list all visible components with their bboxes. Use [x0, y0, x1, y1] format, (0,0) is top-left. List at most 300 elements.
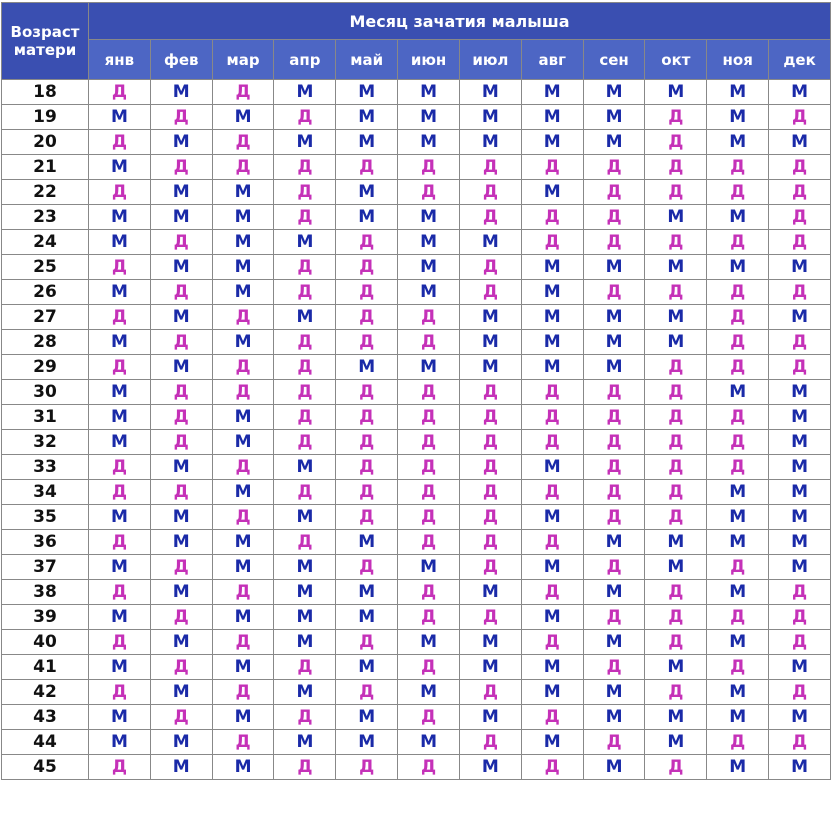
month-header-row [2, 40, 831, 80]
girl-cell: Д [459, 155, 521, 180]
boy-cell: М [274, 605, 336, 630]
girl-cell: Д [274, 530, 336, 555]
boy-cell: М [212, 480, 274, 505]
girl-cell: Д [521, 580, 583, 605]
girl-cell: Д [583, 230, 645, 255]
girl-cell: Д [89, 305, 151, 330]
boy-cell: М [274, 455, 336, 480]
boy-cell: М [89, 380, 151, 405]
boy-cell: М [769, 455, 831, 480]
month-header: авг [521, 40, 583, 80]
boy-cell: М [583, 680, 645, 705]
boy-cell: М [769, 255, 831, 280]
mother-age-cell: 19 [2, 105, 89, 130]
boy-cell: М [150, 680, 212, 705]
table-row [2, 555, 831, 580]
girl-cell: Д [521, 155, 583, 180]
boy-cell: М [459, 105, 521, 130]
boy-cell: М [150, 205, 212, 230]
girl-cell: Д [274, 180, 336, 205]
boy-cell: М [398, 80, 460, 105]
girl-cell: Д [707, 180, 769, 205]
boy-cell: М [769, 430, 831, 455]
girl-cell: Д [89, 680, 151, 705]
boy-cell: М [336, 105, 398, 130]
girl-cell: Д [150, 330, 212, 355]
girl-cell: Д [336, 380, 398, 405]
boy-cell: М [583, 105, 645, 130]
boy-cell: М [521, 255, 583, 280]
girl-cell: Д [89, 130, 151, 155]
mother-age-cell: 28 [2, 330, 89, 355]
boy-cell: М [521, 505, 583, 530]
boy-cell: М [274, 680, 336, 705]
boy-cell: М [336, 530, 398, 555]
girl-cell: Д [212, 80, 274, 105]
girl-cell: Д [459, 380, 521, 405]
boy-cell: М [336, 655, 398, 680]
boy-cell: М [645, 80, 707, 105]
girl-cell: Д [89, 580, 151, 605]
girl-cell: Д [645, 455, 707, 480]
girl-cell: Д [336, 680, 398, 705]
boy-cell: М [212, 330, 274, 355]
girl-cell: Д [707, 405, 769, 430]
table-row [2, 155, 831, 180]
girl-cell: Д [274, 405, 336, 430]
month-header: янв [89, 40, 151, 80]
month-header: апр [274, 40, 336, 80]
boy-cell: М [212, 180, 274, 205]
girl-cell: Д [336, 480, 398, 505]
boy-cell: М [89, 330, 151, 355]
table-body [2, 80, 831, 780]
girl-cell: Д [336, 230, 398, 255]
girl-cell: Д [212, 130, 274, 155]
boy-cell: М [150, 730, 212, 755]
boy-cell: М [583, 305, 645, 330]
boy-cell: М [521, 730, 583, 755]
boy-cell: М [459, 230, 521, 255]
boy-cell: М [212, 705, 274, 730]
boy-cell: М [274, 730, 336, 755]
mother-age-cell: 42 [2, 680, 89, 705]
boy-cell: М [89, 155, 151, 180]
girl-cell: Д [398, 180, 460, 205]
boy-cell: М [89, 505, 151, 530]
boy-cell: М [89, 730, 151, 755]
boy-cell: М [150, 80, 212, 105]
month-header: фев [150, 40, 212, 80]
mother-age-cell: 30 [2, 380, 89, 405]
girl-cell: Д [459, 605, 521, 630]
girl-cell: Д [769, 230, 831, 255]
boy-cell: М [645, 655, 707, 680]
girl-cell: Д [769, 330, 831, 355]
table-row [2, 305, 831, 330]
girl-cell: Д [769, 605, 831, 630]
girl-cell: Д [769, 680, 831, 705]
girl-cell: Д [769, 205, 831, 230]
boy-cell: М [769, 380, 831, 405]
boy-cell: М [583, 80, 645, 105]
boy-cell: М [89, 105, 151, 130]
girl-cell: Д [212, 505, 274, 530]
boy-cell: М [336, 605, 398, 630]
girl-cell: Д [150, 405, 212, 430]
boy-cell: М [89, 705, 151, 730]
girl-cell: Д [645, 230, 707, 255]
boy-cell: М [398, 255, 460, 280]
girl-cell: Д [89, 355, 151, 380]
boy-cell: М [274, 580, 336, 605]
boy-cell: М [707, 480, 769, 505]
table-row [2, 330, 831, 355]
boy-cell: М [89, 555, 151, 580]
girl-cell: Д [274, 480, 336, 505]
boy-cell: М [769, 755, 831, 780]
mother-age-cell: 37 [2, 555, 89, 580]
boy-cell: М [645, 730, 707, 755]
girl-cell: Д [707, 730, 769, 755]
boy-cell: М [707, 705, 769, 730]
boy-cell: М [150, 530, 212, 555]
boy-cell: М [645, 530, 707, 555]
girl-cell: Д [521, 755, 583, 780]
boy-cell: М [707, 630, 769, 655]
girl-cell: Д [769, 105, 831, 130]
boy-cell: М [459, 580, 521, 605]
boy-cell: М [212, 430, 274, 455]
girl-cell: Д [398, 430, 460, 455]
mother-age-cell: 43 [2, 705, 89, 730]
boy-cell: М [645, 555, 707, 580]
mother-age-cell: 35 [2, 505, 89, 530]
girl-cell: Д [645, 155, 707, 180]
boy-cell: М [89, 430, 151, 455]
girl-cell: Д [336, 630, 398, 655]
girl-cell: Д [336, 755, 398, 780]
girl-cell: Д [583, 555, 645, 580]
boy-cell: М [769, 530, 831, 555]
girl-cell: Д [150, 230, 212, 255]
boy-cell: М [336, 205, 398, 230]
boy-cell: М [521, 180, 583, 205]
girl-cell: Д [212, 380, 274, 405]
girl-cell: Д [645, 105, 707, 130]
girl-cell: Д [398, 155, 460, 180]
mother-age-cell: 25 [2, 255, 89, 280]
mother-age-cell: 32 [2, 430, 89, 455]
boy-cell: М [521, 330, 583, 355]
girl-cell: Д [583, 155, 645, 180]
boy-cell: М [398, 680, 460, 705]
table-row [2, 730, 831, 755]
boy-cell: М [336, 705, 398, 730]
boy-cell: М [274, 130, 336, 155]
girl-cell: Д [274, 755, 336, 780]
mother-age-cell: 40 [2, 630, 89, 655]
table-row [2, 230, 831, 255]
girl-cell: Д [459, 405, 521, 430]
boy-cell: М [583, 580, 645, 605]
boy-cell: М [398, 630, 460, 655]
boy-cell: М [89, 655, 151, 680]
girl-cell: Д [212, 155, 274, 180]
girl-cell: Д [707, 555, 769, 580]
girl-cell: Д [583, 730, 645, 755]
boy-cell: М [212, 280, 274, 305]
girl-cell: Д [459, 205, 521, 230]
girl-cell: Д [645, 130, 707, 155]
girl-cell: Д [521, 230, 583, 255]
girl-cell: Д [212, 580, 274, 605]
boy-cell: М [521, 130, 583, 155]
boy-cell: М [707, 80, 769, 105]
table-row [2, 680, 831, 705]
mother-age-cell: 39 [2, 605, 89, 630]
girl-cell: Д [583, 655, 645, 680]
boy-cell: М [398, 555, 460, 580]
boy-cell: М [707, 530, 769, 555]
girl-cell: Д [398, 480, 460, 505]
girl-cell: Д [645, 680, 707, 705]
boy-cell: М [150, 255, 212, 280]
boy-cell: М [398, 205, 460, 230]
boy-cell: М [521, 655, 583, 680]
table-row [2, 355, 831, 380]
girl-cell: Д [274, 380, 336, 405]
boy-cell: М [769, 305, 831, 330]
month-header: июл [459, 40, 521, 80]
girl-cell: Д [645, 180, 707, 205]
boy-cell: М [769, 80, 831, 105]
girl-cell: Д [274, 430, 336, 455]
boy-cell: М [274, 630, 336, 655]
girl-cell: Д [336, 505, 398, 530]
girl-cell: Д [769, 580, 831, 605]
girl-cell: Д [769, 355, 831, 380]
girl-cell: Д [336, 430, 398, 455]
table-row [2, 105, 831, 130]
mother-age-cell: 33 [2, 455, 89, 480]
girl-cell: Д [212, 455, 274, 480]
girl-cell: Д [274, 105, 336, 130]
boy-cell: М [89, 405, 151, 430]
conception-calendar-table [1, 2, 831, 780]
girl-cell: Д [459, 730, 521, 755]
boy-cell: М [459, 655, 521, 680]
girl-cell: Д [89, 530, 151, 555]
boy-cell: М [521, 605, 583, 630]
mother-age-cell: 34 [2, 480, 89, 505]
girl-cell: Д [521, 430, 583, 455]
girl-cell: Д [274, 255, 336, 280]
boy-cell: М [769, 505, 831, 530]
boy-cell: М [89, 605, 151, 630]
girl-cell: Д [521, 705, 583, 730]
boy-cell: М [707, 680, 769, 705]
girl-cell: Д [274, 705, 336, 730]
boy-cell: М [212, 530, 274, 555]
girl-cell: Д [645, 755, 707, 780]
girl-cell: Д [89, 755, 151, 780]
boy-cell: М [336, 80, 398, 105]
girl-cell: Д [274, 205, 336, 230]
girl-cell: Д [274, 330, 336, 355]
girl-cell: Д [707, 230, 769, 255]
girl-cell: Д [459, 505, 521, 530]
boy-cell: М [212, 605, 274, 630]
boy-cell: М [274, 230, 336, 255]
boy-cell: М [583, 355, 645, 380]
boy-cell: М [521, 455, 583, 480]
girl-cell: Д [583, 280, 645, 305]
girl-cell: Д [769, 630, 831, 655]
boy-cell: М [150, 130, 212, 155]
girl-cell: Д [212, 680, 274, 705]
boy-cell: М [398, 105, 460, 130]
girl-cell: Д [150, 705, 212, 730]
table-row [2, 205, 831, 230]
mother-age-cell: 23 [2, 205, 89, 230]
boy-cell: М [150, 580, 212, 605]
girl-cell: Д [583, 405, 645, 430]
girl-cell: Д [645, 280, 707, 305]
table-row [2, 630, 831, 655]
girl-cell: Д [274, 355, 336, 380]
girl-cell: Д [212, 305, 274, 330]
table-row [2, 80, 831, 105]
boy-cell: М [645, 705, 707, 730]
table-row [2, 655, 831, 680]
boy-cell: М [274, 555, 336, 580]
boy-cell: М [521, 305, 583, 330]
boy-cell: М [769, 555, 831, 580]
boy-cell: М [521, 555, 583, 580]
girl-cell: Д [150, 655, 212, 680]
boy-cell: М [212, 230, 274, 255]
girl-cell: Д [707, 455, 769, 480]
boy-cell: М [645, 330, 707, 355]
girl-cell: Д [645, 380, 707, 405]
boy-cell: М [645, 305, 707, 330]
boy-cell: М [459, 705, 521, 730]
boy-cell: М [89, 280, 151, 305]
boy-cell: М [583, 755, 645, 780]
girl-cell: Д [150, 105, 212, 130]
girl-cell: Д [459, 180, 521, 205]
girl-cell: Д [89, 255, 151, 280]
table-row [2, 130, 831, 155]
month-header: окт [645, 40, 707, 80]
girl-cell: Д [398, 530, 460, 555]
month-header: дек [769, 40, 831, 80]
boy-cell: М [459, 355, 521, 380]
boy-cell: М [212, 105, 274, 130]
girl-cell: Д [583, 605, 645, 630]
girl-cell: Д [398, 505, 460, 530]
mother-age-cell: 22 [2, 180, 89, 205]
boy-cell: М [521, 280, 583, 305]
boy-cell: М [398, 130, 460, 155]
boy-cell: М [398, 730, 460, 755]
boy-cell: М [459, 305, 521, 330]
girl-cell: Д [645, 630, 707, 655]
mother-age-cell: 27 [2, 305, 89, 330]
girl-cell: Д [707, 430, 769, 455]
table-row [2, 280, 831, 305]
mother-age-cell: 26 [2, 280, 89, 305]
girl-cell: Д [398, 455, 460, 480]
mother-age-cell: 29 [2, 355, 89, 380]
girl-cell: Д [89, 180, 151, 205]
girl-cell: Д [89, 80, 151, 105]
girl-cell: Д [459, 280, 521, 305]
girl-cell: Д [707, 155, 769, 180]
boy-cell: М [707, 505, 769, 530]
mother-age-header: Возраст матери [2, 3, 89, 80]
table-row [2, 430, 831, 455]
girl-cell: Д [707, 330, 769, 355]
girl-cell: Д [645, 605, 707, 630]
boy-cell: М [150, 455, 212, 480]
girl-cell: Д [336, 555, 398, 580]
girl-cell: Д [150, 555, 212, 580]
boy-cell: М [212, 755, 274, 780]
girl-cell: Д [336, 455, 398, 480]
month-header: ноя [707, 40, 769, 80]
mother-age-cell: 45 [2, 755, 89, 780]
boy-cell: М [707, 580, 769, 605]
boy-cell: М [583, 630, 645, 655]
girl-cell: Д [398, 305, 460, 330]
boy-cell: М [398, 280, 460, 305]
girl-cell: Д [212, 630, 274, 655]
girl-cell: Д [583, 505, 645, 530]
table-row [2, 480, 831, 505]
girl-cell: Д [398, 605, 460, 630]
girl-cell: Д [150, 430, 212, 455]
girl-cell: Д [212, 355, 274, 380]
table-row [2, 380, 831, 405]
boy-cell: М [336, 580, 398, 605]
boy-cell: М [583, 130, 645, 155]
boy-cell: М [212, 655, 274, 680]
boy-cell: М [150, 355, 212, 380]
girl-cell: Д [707, 605, 769, 630]
boy-cell: М [645, 255, 707, 280]
boy-cell: М [459, 755, 521, 780]
girl-cell: Д [212, 730, 274, 755]
boy-cell: М [212, 255, 274, 280]
girl-cell: Д [459, 430, 521, 455]
boy-cell: М [769, 655, 831, 680]
girl-cell: Д [274, 280, 336, 305]
boy-cell: М [521, 105, 583, 130]
boy-cell: М [212, 555, 274, 580]
girl-cell: Д [150, 605, 212, 630]
table-row [2, 605, 831, 630]
boy-cell: М [150, 180, 212, 205]
girl-cell: Д [89, 480, 151, 505]
girl-cell: Д [583, 380, 645, 405]
girl-cell: Д [583, 455, 645, 480]
girl-cell: Д [150, 480, 212, 505]
girl-cell: Д [583, 480, 645, 505]
girl-cell: Д [150, 155, 212, 180]
boy-cell: М [583, 530, 645, 555]
